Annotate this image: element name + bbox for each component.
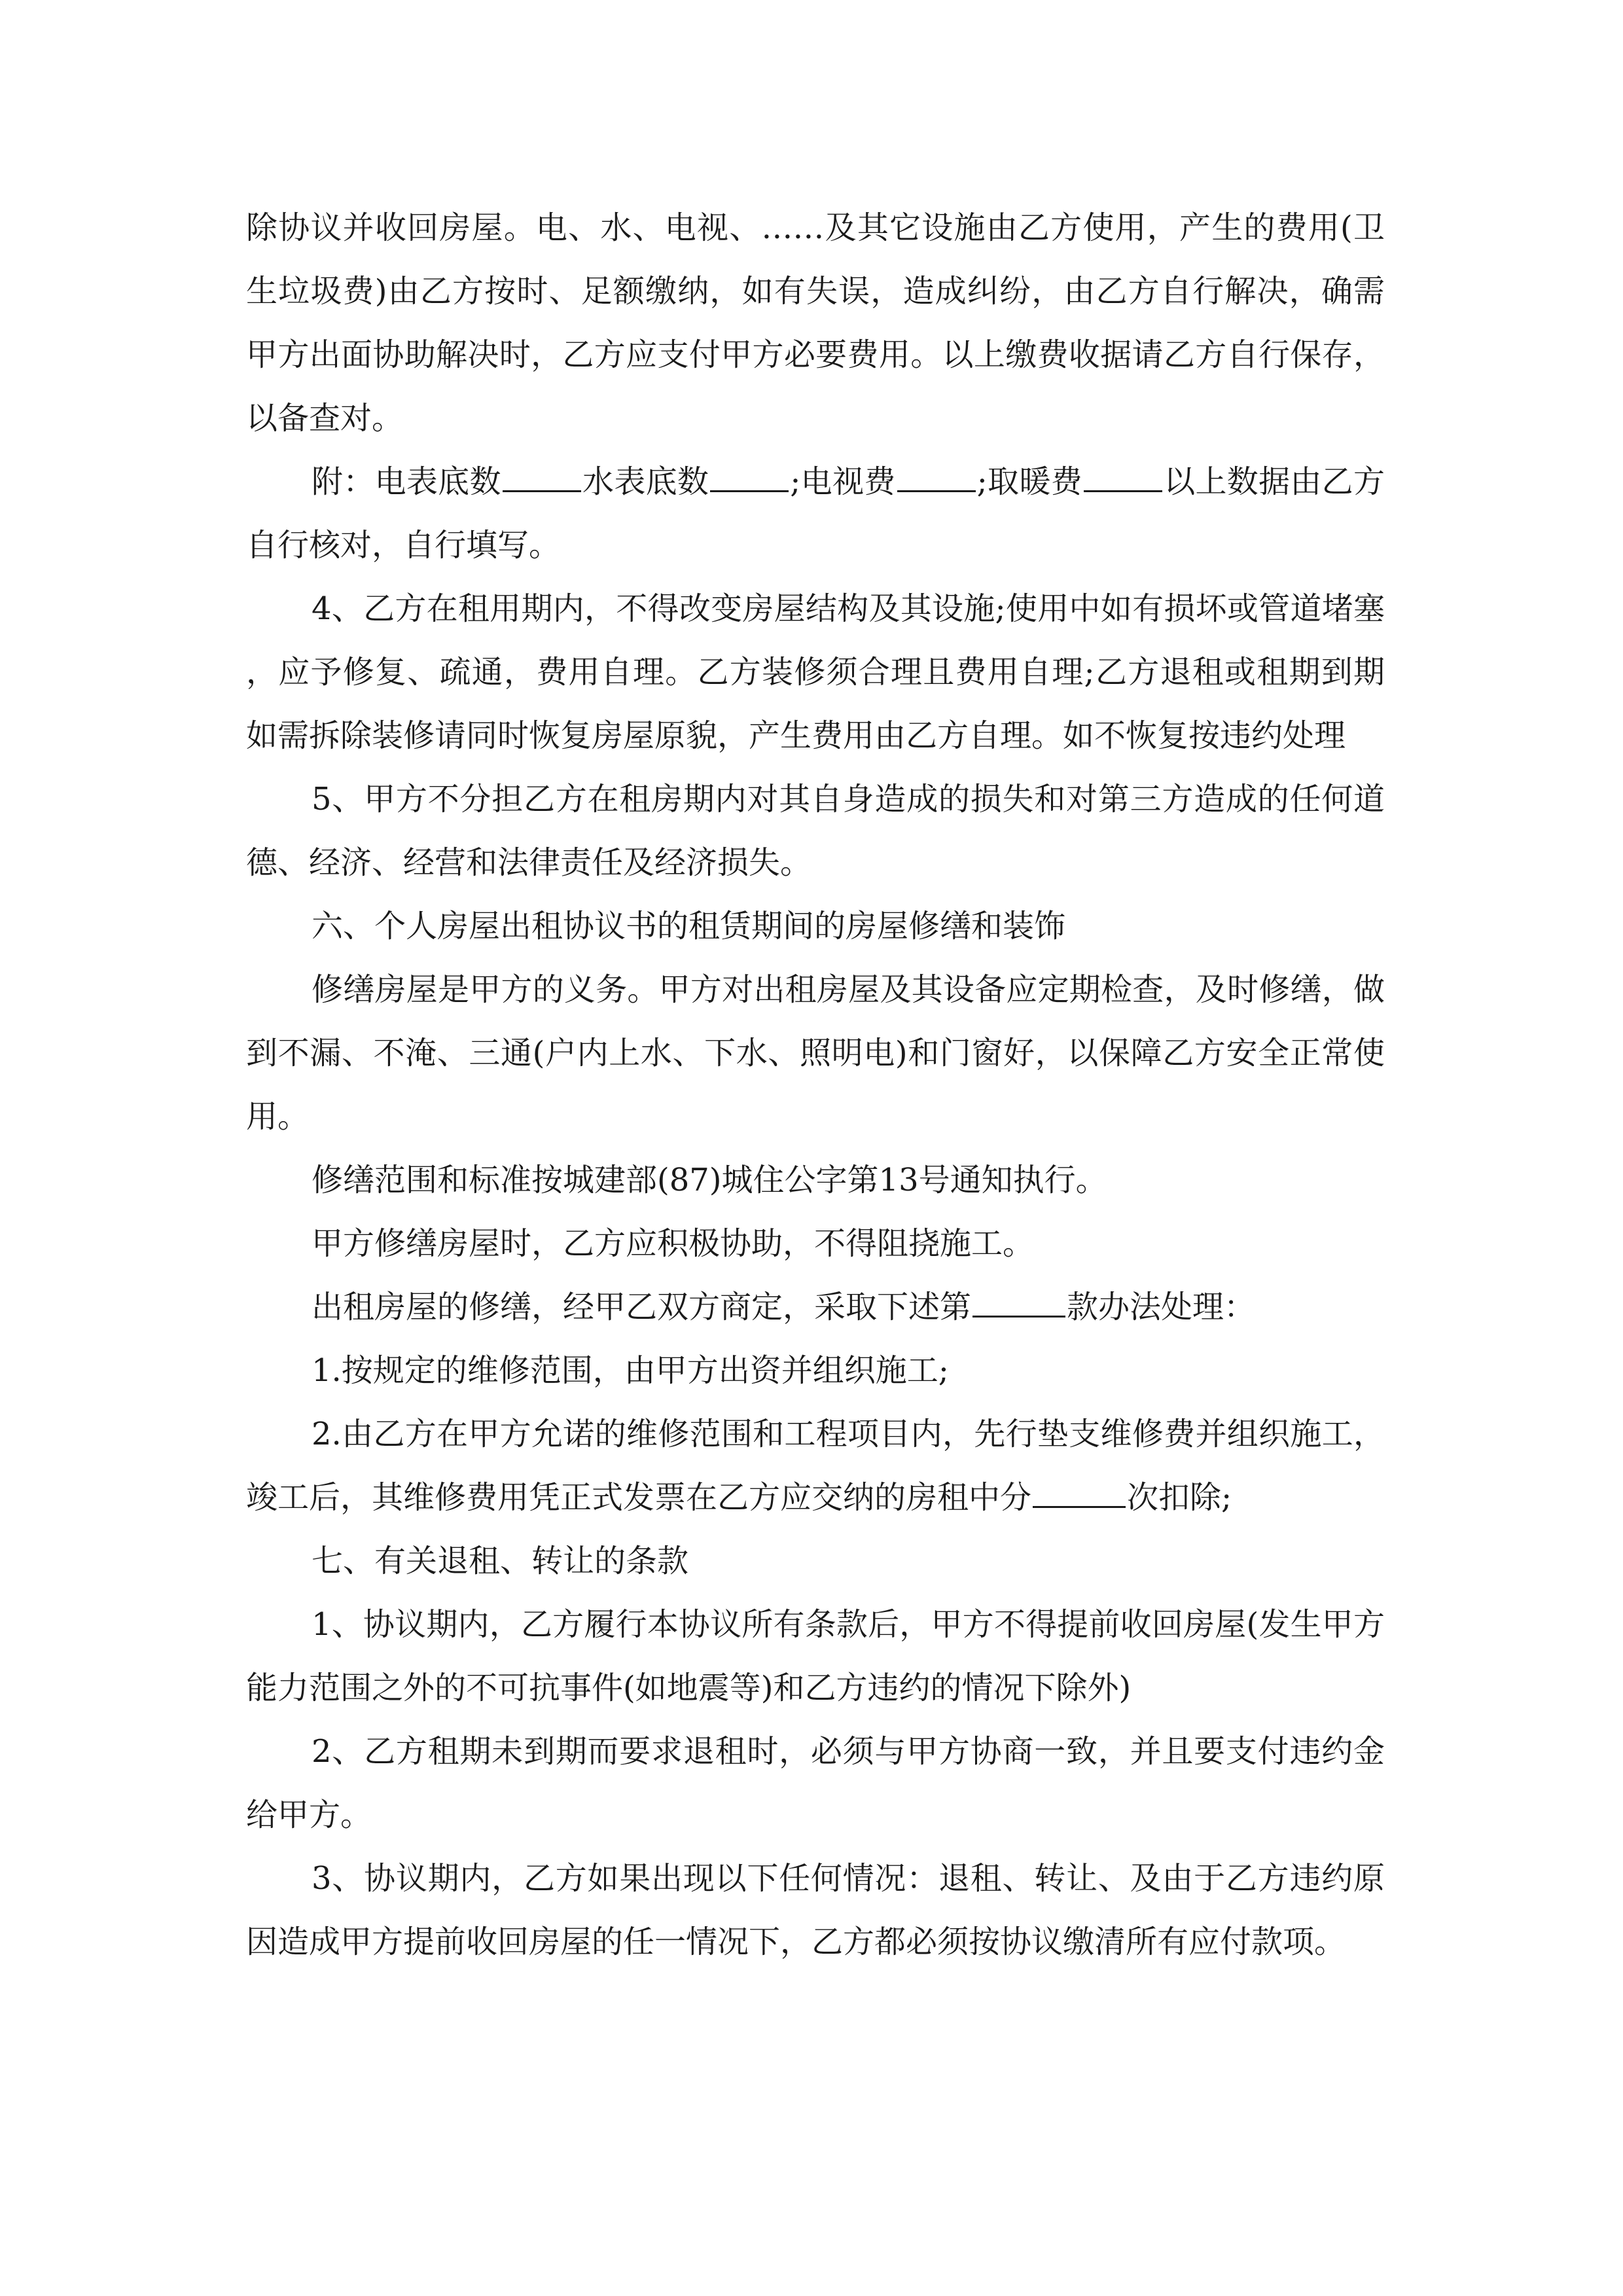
- meter-note: 以上数据由乙方自行核对，自行填写。: [246, 463, 1385, 564]
- paragraph-fee-responsibility: 除协议并收回房屋。电、水、电视、……及其它设施由乙方使用，产生的费用(卫生垃圾费)由乙方按时、足额缴纳，如有失误，造成纠纷，由乙方自行解决，确需甲方出面协助解决时，乙方应支付甲方必要费用。以上缴费收据请乙方自行保存，以备查对。: [246, 209, 1385, 437]
- meter-label-electric: 附：电表底数: [312, 463, 501, 500]
- water-reading-blank: [710, 464, 789, 492]
- paragraph-repair-cooperation: 甲方修缮房屋时，乙方应积极协助，不得阻挠施工。: [312, 1225, 1035, 1262]
- paragraph-repair-duty: 修缮房屋是甲方的义务。甲方对出租房屋及其设备应定期检查，及时修缮，做到不漏、不淹、三通(户内上水、下水、照明电)和门窗好，以保障乙方安全正常使用。: [246, 971, 1385, 1135]
- repair-option-2-suffix: 次扣除;: [1127, 1479, 1232, 1516]
- document-body: [246, 196, 1385, 1974]
- repair-method-blank: [972, 1289, 1065, 1318]
- repair-method-text: 出租房屋的修缮，经甲乙双方商定，采取下述第: [312, 1289, 972, 1325]
- paragraph-repair-method: [246, 1276, 1385, 1339]
- heating-fee-blank: [1084, 464, 1162, 492]
- fee-label-tv: ;电视费: [790, 463, 896, 500]
- paragraph-termination-1: 1、协议期内，乙方履行本协议所有条款后，甲方不得提前收回房屋(发生甲方能力范围之外的不可抗事件(如地震等)和乙方违约的情况下除外): [246, 1606, 1385, 1706]
- fee-label-heating: ;取暖费: [976, 463, 1082, 500]
- repair-option-2-text: 2.由乙方在甲方允诺的维修范围和工程项目内，先行垫支维修费并组织施工，竣工后，其维修费用凭正式发票在乙方应交纳的房租中分: [246, 1416, 1385, 1516]
- paragraph-meter-readings: [246, 450, 1385, 577]
- meter-label-water: 水表底数: [582, 463, 709, 500]
- electric-reading-blank: [503, 464, 581, 492]
- section-heading-7: 七、有关退租、转让的条款: [312, 1543, 689, 1579]
- paragraph-clause-5: 5、甲方不分担乙方在租房期内对其自身造成的损失和对第三方造成的任何道德、经济、经营和法律责任及经济损失。: [246, 781, 1385, 881]
- section-heading-6: 六、个人房屋出租协议书的租赁期间的房屋修缮和装饰: [312, 908, 1066, 944]
- paragraph-repair-option-2: [246, 1403, 1385, 1530]
- installment-count-blank: [1033, 1480, 1126, 1508]
- paragraph-clause-4: 4、乙方在租用期内，不得改变房屋结构及其设施;使用中如有损坏或管道堵塞，应予修复、疏通，费用自理。乙方装修须合理且费用自理;乙方退租或租期到期如需拆除装修请同时恢复房屋原貌，产生费用由乙方自理。如不恢复按违约处理: [246, 590, 1385, 754]
- tv-fee-blank: [897, 464, 976, 492]
- paragraph-repair-standard: 修缮范围和标准按城建部(87)城住公字第13号通知执行。: [312, 1162, 1107, 1198]
- paragraph-termination-2: 2、乙方租期未到期而要求退租时，必须与甲方协商一致，并且要支付违约金给甲方。: [246, 1733, 1385, 1833]
- paragraph-repair-option-1: 1.按规定的维修范围，由甲方出资并组织施工;: [312, 1352, 949, 1389]
- paragraph-termination-3: 3、协议期内，乙方如果出现以下任何情况：退租、转让、及由于乙方违约原因造成甲方提前收回房屋的任一情况下，乙方都必须按协议缴清所有应付款项。: [246, 1860, 1385, 1960]
- repair-method-suffix: 款办法处理：: [1067, 1289, 1256, 1325]
